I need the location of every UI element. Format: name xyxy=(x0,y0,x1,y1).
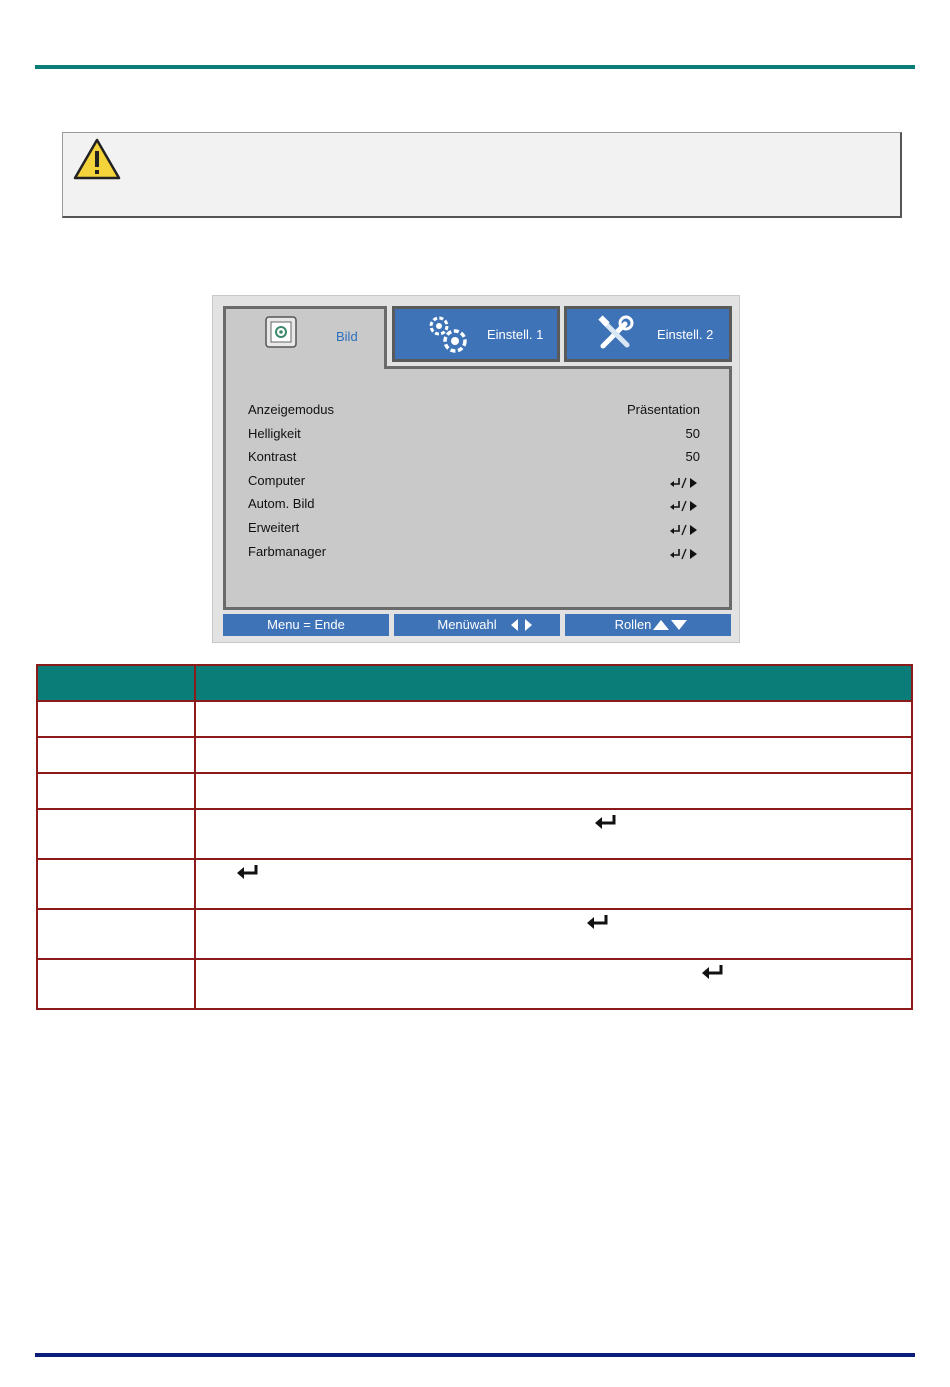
footer-scroll-label: Rollen xyxy=(614,617,652,632)
cell-wrap xyxy=(204,860,903,908)
tab-einstell-1-label: Einstell. 1 xyxy=(487,327,544,342)
table-cell xyxy=(195,859,912,909)
menu-item-value: 50 xyxy=(685,449,700,464)
footer-scroll-hint xyxy=(565,614,731,636)
enter-key-icon xyxy=(594,814,618,830)
table-row xyxy=(37,859,912,909)
gears-icon xyxy=(425,313,469,355)
enter-arrow-icon xyxy=(670,523,700,537)
table-header-cell xyxy=(195,665,912,701)
table-cell xyxy=(37,909,195,959)
tab-panel-joint xyxy=(226,363,384,371)
enter-key-icon xyxy=(701,964,725,980)
menu-item-label: Autom. Bild xyxy=(248,496,315,511)
footer-select-hint xyxy=(394,614,560,636)
osd-menu xyxy=(212,295,740,643)
menu-item-erweitert[interactable] xyxy=(248,520,700,540)
tab-bild-label: Bild xyxy=(336,329,358,344)
table-cell xyxy=(195,773,912,809)
menu-item-label: Helligkeit xyxy=(248,426,301,441)
table-cell xyxy=(195,701,912,737)
cell-wrap xyxy=(204,810,903,858)
table-row xyxy=(37,809,912,859)
footer-exit-hint xyxy=(223,614,389,636)
table-row xyxy=(37,959,912,1009)
cell-wrap xyxy=(204,910,903,958)
warning-icon xyxy=(73,137,121,181)
table-header-cell xyxy=(37,665,195,701)
menu-item-label: Kontrast xyxy=(248,449,297,464)
table-cell xyxy=(37,701,195,737)
enter-arrow-icon xyxy=(670,499,700,513)
menu-item-farbmanager[interactable] xyxy=(248,544,700,564)
table-row xyxy=(37,909,912,959)
menu-item-label: Anzeigemodus xyxy=(248,402,334,417)
table-row xyxy=(37,773,912,809)
menu-item-helligkeit[interactable] xyxy=(248,426,700,446)
table-cell xyxy=(195,809,912,859)
left-right-arrows-icon xyxy=(511,619,533,631)
description-table xyxy=(36,664,913,1010)
tools-icon xyxy=(595,314,635,354)
picture-icon xyxy=(264,315,298,349)
enter-key-icon xyxy=(586,914,610,930)
table-cell xyxy=(195,909,912,959)
up-down-arrows-icon xyxy=(653,619,687,631)
footer-exit-label: Menu = Ende xyxy=(267,617,345,632)
table-cell xyxy=(37,737,195,773)
table-cell xyxy=(195,737,912,773)
tab-bild[interactable] xyxy=(223,306,387,370)
menu-item-value: 50 xyxy=(685,426,700,441)
enter-arrow-icon xyxy=(670,547,700,561)
enter-arrow-icon xyxy=(670,476,700,490)
table-row xyxy=(37,737,912,773)
menu-item-anzeigemodus[interactable] xyxy=(248,402,700,422)
table-cell xyxy=(37,773,195,809)
menu-item-value: Präsentation xyxy=(627,402,700,417)
enter-key-icon xyxy=(236,864,260,880)
table-header-row xyxy=(37,665,912,701)
menu-item-kontrast[interactable] xyxy=(248,449,700,469)
footer-rule xyxy=(35,1353,915,1357)
table-cell xyxy=(37,809,195,859)
menu-item-label: Erweitert xyxy=(248,520,300,535)
menu-item-autom-bild[interactable] xyxy=(248,496,700,516)
menu-item-computer[interactable] xyxy=(248,473,700,493)
menu-item-label: Computer xyxy=(248,473,306,488)
tab-einstell-2[interactable] xyxy=(564,306,732,362)
table-cell xyxy=(37,859,195,909)
table-cell xyxy=(37,959,195,1009)
cell-wrap xyxy=(204,960,903,1008)
table-row xyxy=(37,701,912,737)
header-rule xyxy=(35,65,915,69)
warning-note xyxy=(62,132,902,218)
tab-einstell-1[interactable] xyxy=(392,306,560,362)
table-cell xyxy=(195,959,912,1009)
menu-item-label: Farbmanager xyxy=(248,544,327,559)
tab-einstell-2-label: Einstell. 2 xyxy=(657,327,714,342)
footer-select-label: Menüwahl xyxy=(437,617,497,632)
